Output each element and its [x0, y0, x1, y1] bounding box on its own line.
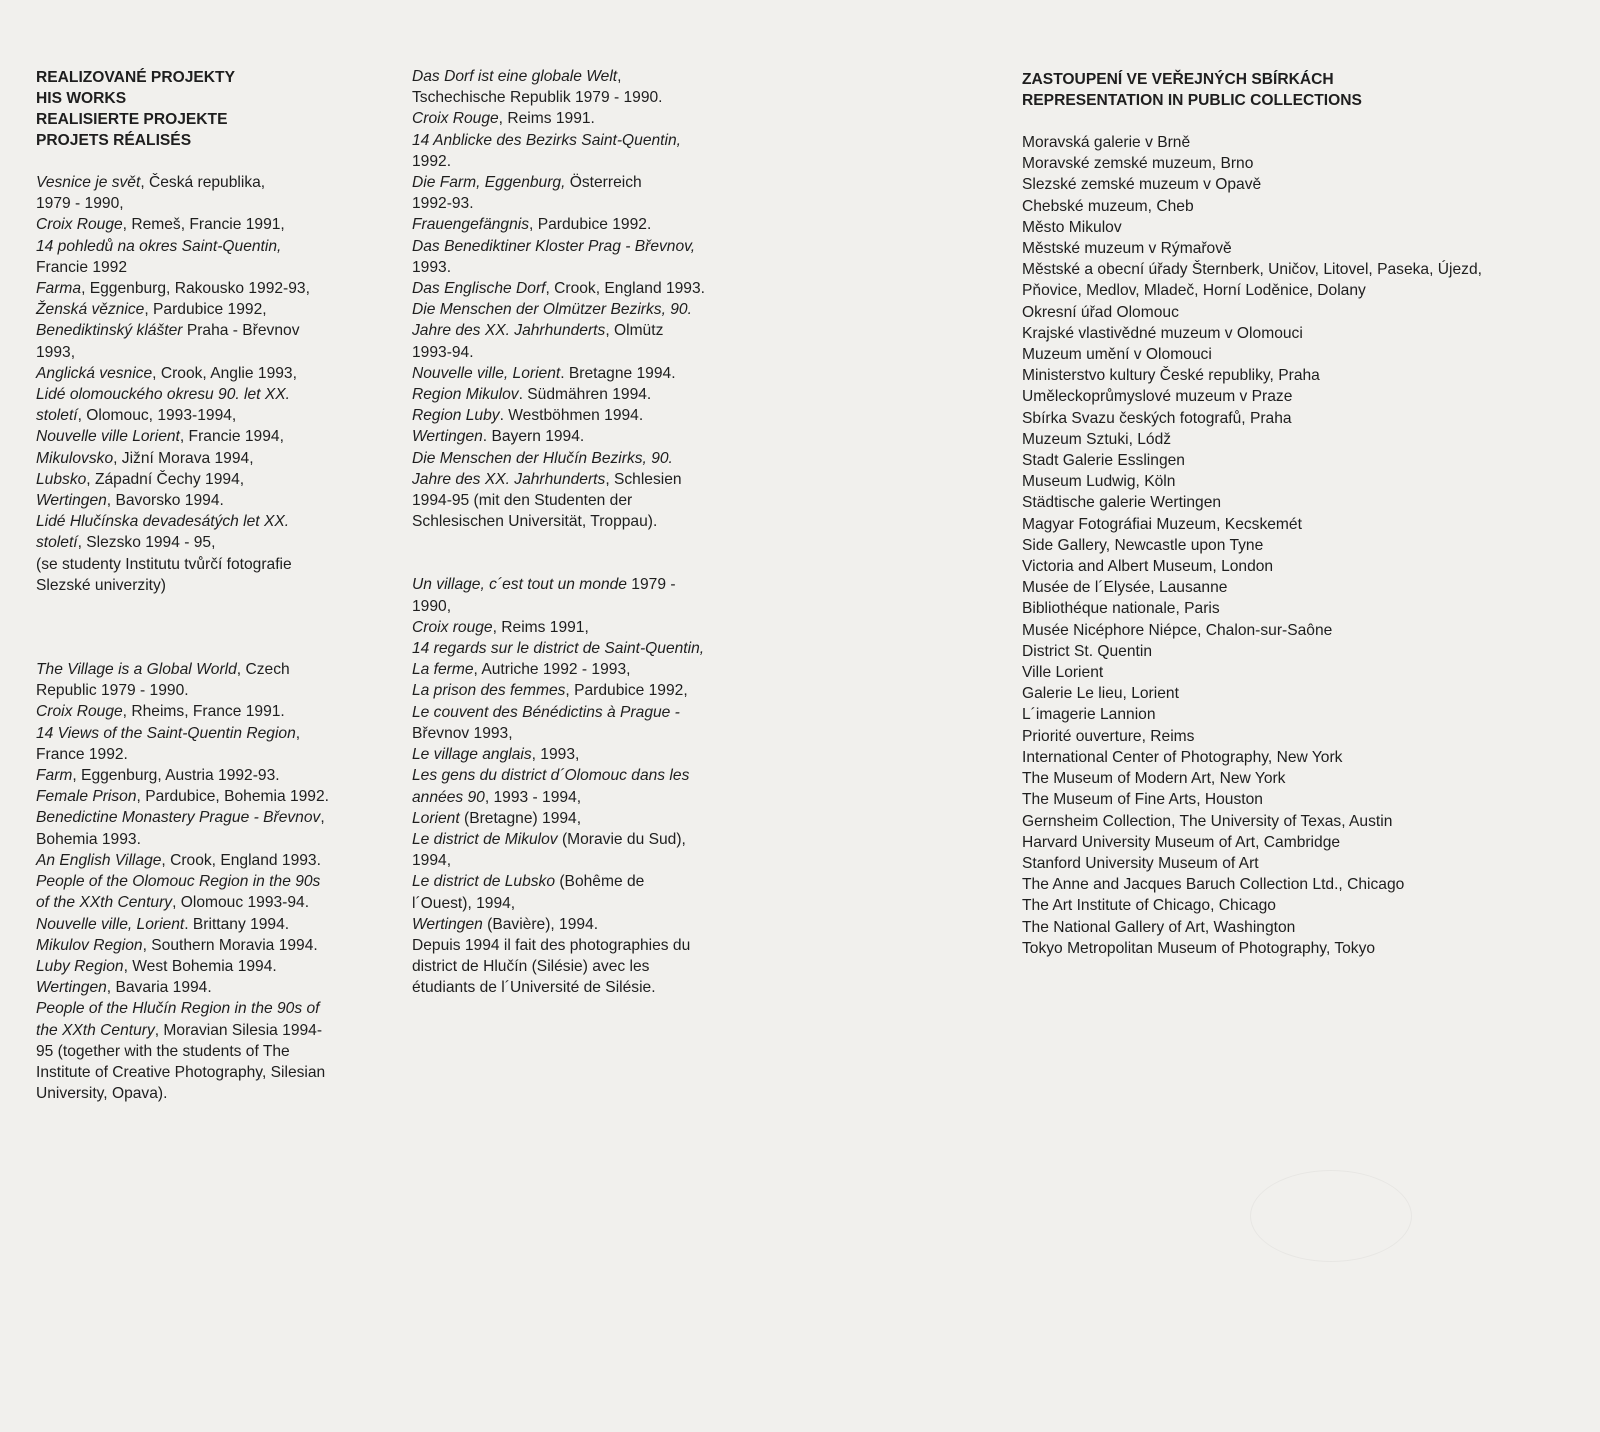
collection-item: Musée de l´Elysée, Lausanne — [1022, 579, 1228, 597]
entry-title: Nouvelle ville, Lorient — [412, 364, 561, 382]
works-column-1 — [36, 67, 391, 1104]
entry-detail: Depuis 1994 il fait des photographies du — [412, 936, 691, 954]
entry-line — [36, 490, 391, 511]
entry-line — [412, 108, 752, 129]
entry-detail: 1994, — [412, 852, 452, 870]
entry-title: Le district de Lubsko — [412, 873, 556, 891]
entry-line — [36, 532, 391, 553]
entry-line — [412, 193, 752, 214]
entry-detail: , Remeš, Francie 1991, — [122, 216, 285, 234]
collection-item: Krajské vlastivědné muzeum v Olomouci — [1022, 324, 1303, 342]
entry-title: La ferme — [412, 661, 474, 679]
entry-title: Jahre des XX. Jahrhunderts — [412, 322, 606, 340]
entry-detail: , 1993 - 1994, — [484, 788, 582, 806]
entry-detail: , Czech — [236, 661, 290, 679]
collection-item: The Art Institute of Chicago, Chicago — [1022, 897, 1276, 915]
entry-detail: , Autriche 1992 - 1993, — [473, 661, 631, 679]
collection-item: Město Mikulov — [1022, 218, 1122, 236]
entry-line — [412, 808, 752, 829]
entry-detail: , West Bohemia 1994. — [123, 957, 277, 975]
collections-heading — [1022, 69, 1582, 111]
entry-title: Nouvelle ville, Lorient — [36, 915, 185, 933]
entry-line — [412, 320, 752, 341]
entry-detail: , Olomouc, 1993-1994, — [77, 407, 237, 425]
collection-item: Musée Nicéphore Niépce, Chalon-sur-Saône — [1022, 621, 1333, 639]
collection-item: Ville Lorient — [1022, 664, 1104, 682]
entry-title: Le couvent des Bénédictins à Prague - — [412, 703, 680, 721]
entry-detail: , Crook, England 1993. — [545, 280, 705, 298]
entry-title: of the XXth Century — [36, 894, 173, 912]
entry-line — [412, 659, 752, 680]
entry-detail: Tschechische Republik 1979 - 1990. — [412, 89, 663, 107]
entry-detail: Institute of Creative Photography, Silesian — [36, 1063, 326, 1081]
entry-title: Die Farm, Eggenburg, — [412, 174, 566, 192]
entry-title: the XXth Century — [36, 1021, 155, 1039]
heading-line: PROJETS RÉALISÉS — [36, 132, 192, 149]
entry-title: 14 pohledů na okres Saint-Quentin, — [36, 237, 282, 255]
entry-line — [36, 1062, 391, 1083]
heading-line: ZASTOUPENÍ VE VEŘEJNÝCH SBÍRKÁCH — [1022, 71, 1334, 88]
collection-item: The National Gallery of Art, Washington — [1022, 918, 1296, 936]
entry-line — [36, 1041, 391, 1062]
entry-line — [36, 278, 391, 299]
entry-detail: (Bohême de — [555, 873, 645, 891]
entry-line — [36, 257, 391, 278]
entry-title: Ženská věznice — [36, 301, 145, 319]
entry-detail: , — [617, 68, 622, 85]
entry-title: Lorient — [412, 809, 460, 827]
entry-title: années 90 — [412, 788, 485, 806]
entry-detail: , Západní Čechy 1994, — [86, 470, 245, 488]
entry-title: Jahre des XX. Jahrhunderts — [412, 470, 606, 488]
collection-item: Pňovice, Medlov, Mladeč, Horní Loděnice, Dolany — [1022, 282, 1366, 300]
entry-detail: , Francie 1994, — [179, 428, 284, 446]
entry-line — [36, 723, 391, 744]
entry-detail: 1992. — [412, 152, 452, 170]
entry-line — [412, 426, 752, 447]
entry-detail: 1990, — [412, 597, 452, 615]
entry-line — [412, 871, 752, 892]
collection-item: Městské a obecní úřady Šternberk, Uničov, Litovel, Paseka, Újezd, — [1022, 261, 1482, 279]
entry-detail: . Bayern 1994. — [482, 428, 585, 446]
collection-item: The Museum of Fine Arts, Houston — [1022, 791, 1263, 809]
collection-item: Slezské zemské muzeum v Opavě — [1022, 176, 1262, 194]
entry-line — [412, 596, 752, 617]
entry-detail: (Bretagne) 1994, — [459, 809, 582, 827]
entry-line — [36, 172, 391, 193]
collection-item: Museum Ludwig, Köln — [1022, 473, 1176, 491]
entry-detail: . Südmähren 1994. — [518, 386, 652, 404]
entry-line — [412, 172, 752, 193]
entry-line — [412, 765, 752, 786]
entry-detail: étudiants de l´Université de Silésie. — [412, 979, 656, 997]
entry-line — [36, 765, 391, 786]
entry-title: Croix Rouge — [36, 703, 123, 721]
entry-detail: , Pardubice 1992, — [565, 682, 688, 700]
entry-line — [412, 384, 752, 405]
collection-item: Priorité ouverture, Reims — [1022, 727, 1195, 745]
entry-line — [36, 342, 391, 363]
entry-line — [36, 1020, 391, 1041]
entry-title: Wertingen — [412, 915, 483, 933]
entry-title: Croix rouge — [412, 618, 493, 636]
entry-detail: (Bavière), 1994. — [482, 915, 599, 933]
collection-item: L´imagerie Lannion — [1022, 706, 1156, 724]
entry-line — [412, 511, 752, 532]
entry-line — [412, 151, 752, 172]
entry-title: People of the Hlučín Region in the 90s of — [36, 1000, 320, 1018]
entry-detail: 1992-93. — [412, 195, 474, 213]
entry-detail: Bohemia 1993. — [36, 830, 141, 848]
entry-line — [36, 786, 391, 807]
entry-line — [412, 236, 752, 257]
entry-detail: 1993-94. — [412, 343, 474, 361]
entry-detail: , — [295, 724, 301, 742]
entry-title: Farma — [36, 280, 82, 298]
entry-title: Luby Region — [36, 957, 124, 975]
collection-item: Städtische galerie Wertingen — [1022, 494, 1222, 512]
entry-detail: 95 (together with the students of The — [36, 1042, 290, 1060]
entry-detail: , Pardubice 1992. — [529, 216, 652, 234]
entry-line — [36, 405, 391, 426]
entry-line — [36, 914, 391, 935]
collection-item: Harvard University Museum of Art, Cambridge — [1022, 833, 1341, 851]
entry-detail: Praha - Břevnov — [182, 322, 300, 340]
entry-detail: , Olomouc 1993-94. — [172, 894, 310, 912]
entry-detail: , Slezsko 1994 - 95, — [77, 534, 216, 552]
entry-title: Das Englische Dorf — [412, 280, 546, 298]
entry-line — [36, 701, 391, 722]
entry-title: Benedictine Monastery Prague - Břevnov — [36, 809, 321, 827]
entry-title: Die Menschen der Hlučín Bezirks, 90. — [412, 449, 673, 467]
entry-line — [36, 977, 391, 998]
entry-detail: , Bavaria 1994. — [106, 979, 212, 997]
entry-title: Farm — [36, 767, 73, 785]
entry-line — [36, 575, 391, 596]
entry-title: 14 Views of the Saint-Quentin Region — [36, 724, 296, 742]
entry-line — [412, 214, 752, 235]
entry-detail: . Brittany 1994. — [184, 915, 290, 933]
collection-item: Muzeum Sztuki, Lódž — [1022, 430, 1172, 448]
entry-line — [412, 638, 752, 659]
entry-title: An English Village — [36, 851, 162, 869]
entry-detail: , Reims 1991, — [492, 618, 589, 636]
entry-title: Wertingen — [412, 428, 483, 446]
entry-detail: , Eggenburg, Rakousko 1992-93, — [81, 280, 310, 298]
entry-detail: , Moravian Silesia 1994- — [154, 1021, 323, 1039]
entry-detail: , Southern Moravia 1994. — [142, 936, 318, 954]
entry-title: Benediktinský klášter — [36, 322, 183, 340]
entry-title: Lidé Hlučínska devadesátých let XX. — [36, 513, 290, 531]
entry-title: Le village anglais — [412, 746, 532, 764]
entry-detail: 1994-95 (mit den Studenten der — [412, 492, 633, 510]
entry-title: Un village, c´est tout un monde — [412, 576, 627, 594]
entry-line — [412, 66, 752, 87]
entry-line — [412, 702, 752, 723]
entry-line — [36, 448, 391, 469]
entry-line — [412, 723, 752, 744]
entry-line — [36, 469, 391, 490]
entry-title: 14 Anblicke des Bezirks Saint-Quentin, — [412, 131, 681, 149]
entry-line — [36, 998, 391, 1019]
entry-line — [412, 914, 752, 935]
entry-title: století — [36, 407, 78, 425]
entry-title: Region Mikulov — [412, 386, 519, 404]
entry-detail: (Moravie du Sud), — [557, 830, 686, 848]
entry-line — [36, 299, 391, 320]
entry-line — [36, 850, 391, 871]
collection-item: District St. Quentin — [1022, 642, 1152, 660]
entry-detail: , Rheims, France 1991. — [122, 703, 285, 721]
entry-title: Die Menschen der Olmützer Bezirks, 90. — [412, 301, 692, 319]
entry-line — [36, 554, 391, 575]
entry-line — [412, 787, 752, 808]
entry-line — [412, 574, 752, 595]
collection-item: Galerie Le lieu, Lorient — [1022, 685, 1179, 703]
entry-line — [412, 278, 752, 299]
entry-title: People of the Olomouc Region in the 90s — [36, 873, 321, 891]
entry-title: Das Benediktiner Kloster Prag - Břevnov, — [412, 237, 696, 255]
entry-detail: Republic 1979 - 1990. — [36, 682, 189, 700]
collection-item: Moravská galerie v Brně — [1022, 134, 1191, 151]
entry-line — [412, 850, 752, 871]
collection-item: Muzeum umění v Olomouci — [1022, 346, 1212, 364]
entry-line — [36, 320, 391, 341]
entry-line — [412, 744, 752, 765]
collection-item: The Anne and Jacques Baruch Collection Ltd., Chicago — [1022, 876, 1405, 894]
entry-detail: , 1993, — [531, 746, 580, 764]
collection-item: International Center of Photography, New York — [1022, 748, 1343, 766]
collections-column — [1022, 69, 1582, 959]
entry-detail: , Olmütz — [605, 322, 664, 340]
entry-line — [36, 680, 391, 701]
entry-line — [412, 448, 752, 469]
entry-title: Das Dorf ist eine globale Welt — [412, 68, 618, 85]
entry-line — [412, 490, 752, 511]
entry-line — [36, 511, 391, 532]
entry-detail: Francie 1992 — [36, 258, 128, 276]
collection-item: Ministerstvo kultury České republiky, Praha — [1022, 367, 1320, 385]
collection-item: Victoria and Albert Museum, London — [1022, 558, 1274, 576]
entry-detail: , Crook, Anglie 1993, — [152, 364, 297, 382]
heading-line: HIS WORKS — [36, 90, 127, 107]
collection-item: Tokyo Metropolitan Museum of Photography, Tokyo — [1022, 939, 1376, 957]
collection-item: Okresní úřad Olomouc — [1022, 303, 1179, 321]
entry-line — [36, 892, 391, 913]
collection-item: The Museum of Modern Art, New York — [1022, 770, 1286, 788]
entry-detail: , Jižní Morava 1994, — [113, 449, 254, 467]
heading-line: REALIZOVANÉ PROJEKTY — [36, 69, 235, 86]
entry-detail: 1993, — [36, 343, 76, 361]
entry-title: Les gens du district d´Olomouc dans les — [412, 767, 690, 785]
entry-detail: , Pardubice 1992, — [144, 301, 267, 319]
entry-detail: , Eggenburg, Austria 1992-93. — [72, 767, 280, 785]
entry-detail: , Crook, England 1993. — [161, 851, 321, 869]
entry-title: Mikulovsko — [36, 449, 114, 467]
entry-detail: district de Hlučín (Silésie) avec les — [412, 958, 650, 976]
collection-item: Side Gallery, Newcastle upon Tyne — [1022, 536, 1264, 554]
collection-item: Městské muzeum v Rýmařově — [1022, 240, 1232, 258]
entry-line — [412, 680, 752, 701]
entry-title: Nouvelle ville Lorient — [36, 428, 180, 446]
collection-item: Stanford University Museum of Art — [1022, 854, 1259, 872]
collections-list — [1022, 132, 1582, 959]
entry-line — [36, 807, 391, 828]
entry-line — [412, 829, 752, 850]
entry-title: La prison des femmes — [412, 682, 566, 700]
entry-title: Croix Rouge — [36, 216, 123, 234]
entry-line — [36, 744, 391, 765]
entry-detail: l´Ouest), 1994, — [412, 894, 516, 912]
entry-line — [36, 829, 391, 850]
works-column-2 — [412, 66, 752, 999]
entry-line — [412, 342, 752, 363]
works-heading — [36, 67, 391, 151]
entry-detail: 1979 - 1990, — [36, 195, 124, 213]
entry-title: Mikulov Region — [36, 936, 143, 954]
entry-line — [36, 426, 391, 447]
entry-line — [36, 384, 391, 405]
entry-title: Vesnice je svět — [36, 174, 141, 191]
collection-item: Magyar Fotográfiai Muzeum, Kecskemét — [1022, 515, 1302, 533]
entry-detail: University, Opava). — [36, 1085, 168, 1103]
entry-title: Wertingen — [36, 492, 107, 510]
works-list-czech — [36, 172, 391, 596]
entry-detail: , Česká republika, — [140, 174, 266, 191]
collection-item: Bibliothéque nationale, Paris — [1022, 600, 1220, 618]
entry-title: Female Prison — [36, 788, 137, 806]
entry-title: Lubsko — [36, 470, 87, 488]
entry-line — [36, 214, 391, 235]
entry-title: Croix Rouge — [412, 110, 499, 128]
entry-title: Region Luby — [412, 407, 500, 425]
entry-line — [412, 363, 752, 384]
entry-detail: , Bavorsko 1994. — [106, 492, 224, 510]
entry-detail: Slezské univerzity) — [36, 576, 166, 594]
entry-title: Wertingen — [36, 979, 107, 997]
collection-item: Gernsheim Collection, The University of Texas, Austin — [1022, 812, 1393, 830]
entry-line — [36, 871, 391, 892]
entry-detail: , — [320, 809, 325, 827]
entry-line — [36, 363, 391, 384]
entry-detail: , Schlesien — [605, 470, 682, 488]
collection-item: Chebské muzeum, Cheb — [1022, 197, 1194, 215]
collection-item: Stadt Galerie Esslingen — [1022, 452, 1185, 470]
entry-line — [412, 405, 752, 426]
entry-title: století — [36, 534, 78, 552]
entry-line — [412, 893, 752, 914]
entry-line — [412, 257, 752, 278]
entry-line — [412, 977, 752, 998]
entry-line — [36, 935, 391, 956]
entry-line — [36, 1083, 391, 1104]
entry-line — [412, 935, 752, 956]
works-list-french — [412, 574, 752, 998]
collection-item: Sbírka Svazu českých fotografů, Praha — [1022, 409, 1292, 427]
entry-detail: Břevnov 1993, — [412, 724, 513, 742]
entry-detail: , Pardubice, Bohemia 1992. — [136, 788, 329, 806]
works-list-german — [412, 66, 752, 532]
entry-line — [36, 659, 391, 680]
collection-item: Uměleckoprůmyslové muzeum v Praze — [1022, 388, 1293, 406]
entry-line — [412, 617, 752, 638]
faint-stamp-mark — [1250, 1170, 1412, 1262]
entry-title: 14 regards sur le district de Saint-Quentin, — [412, 640, 705, 658]
entry-line — [412, 87, 752, 108]
entry-detail: . Westböhmen 1994. — [499, 407, 644, 425]
entry-line — [36, 956, 391, 977]
collection-item: Moravské zemské muzeum, Brno — [1022, 155, 1254, 173]
entry-line — [412, 469, 752, 490]
entry-detail: Österreich — [565, 174, 642, 192]
entry-title: Le district de Mikulov — [412, 830, 558, 848]
entry-detail: (se studenty Institutu tvůrčí fotografie — [36, 555, 292, 573]
heading-line: REPRESENTATION IN PUBLIC COLLECTIONS — [1022, 92, 1362, 109]
entry-line — [36, 236, 391, 257]
entry-line — [36, 193, 391, 214]
entry-line — [412, 299, 752, 320]
entry-detail: , Reims 1991. — [498, 110, 595, 128]
entry-detail: 1979 - — [626, 576, 676, 594]
entry-line — [412, 130, 752, 151]
heading-line: REALISIERTE PROJEKTE — [36, 111, 228, 128]
entry-detail: Schlesischen Universität, Troppau). — [412, 513, 658, 531]
entry-title: Anglická vesnice — [36, 364, 153, 382]
entry-line — [412, 956, 752, 977]
entry-title: Lidé olomouckého okresu 90. let XX. — [36, 386, 290, 404]
entry-detail: 1993. — [412, 258, 452, 276]
entry-title: The Village is a Global World — [36, 661, 237, 679]
works-list-english — [36, 659, 391, 1104]
entry-detail: . Bretagne 1994. — [560, 364, 676, 382]
entry-detail: France 1992. — [36, 745, 128, 763]
entry-title: Frauengefängnis — [412, 216, 530, 234]
